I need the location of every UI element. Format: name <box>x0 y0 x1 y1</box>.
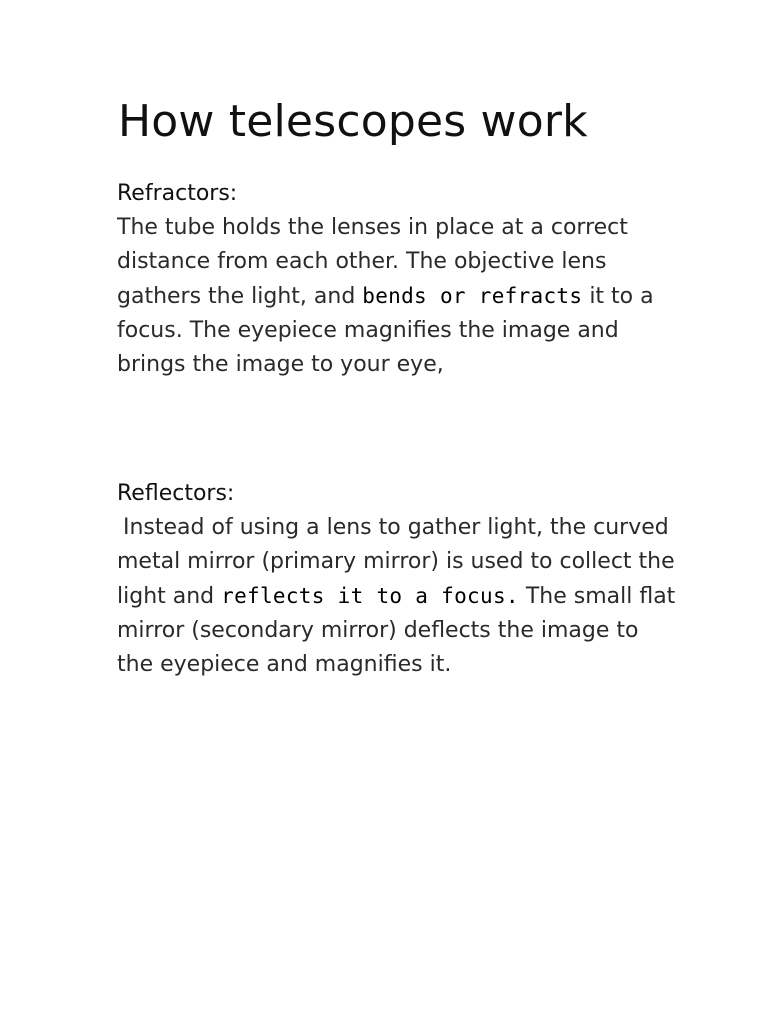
reflectors-text-end: The small flat mirror (secondary mirror) deflects the image to the eyepiece and magnifies it. <box>117 584 676 677</box>
refractors-paragraph <box>117 211 677 382</box>
refractors-text-start: The tube holds the lenses in place at a correct distance from each other. The objective lens gathers the light, and <box>117 215 628 309</box>
page-title: How telescopes work <box>118 96 588 147</box>
refractors-text-end: it to a focus. The eyepiece magnifies the image and brings the image to your eye, <box>117 284 654 377</box>
reflectors-section <box>117 477 677 682</box>
refractors-emphasis: bends or refracts <box>362 284 583 308</box>
reflectors-emphasis: reflects it to a focus. <box>221 584 519 608</box>
reflectors-paragraph <box>117 511 677 682</box>
refractors-heading: Refractors: <box>117 181 238 206</box>
reflectors-heading: Reflectors: <box>117 481 235 506</box>
reflectors-text-start: Instead of using a lens to gather light, the curved metal mirror (primary mirror) is used to collect the light and <box>117 515 675 609</box>
refractors-section <box>117 177 677 382</box>
